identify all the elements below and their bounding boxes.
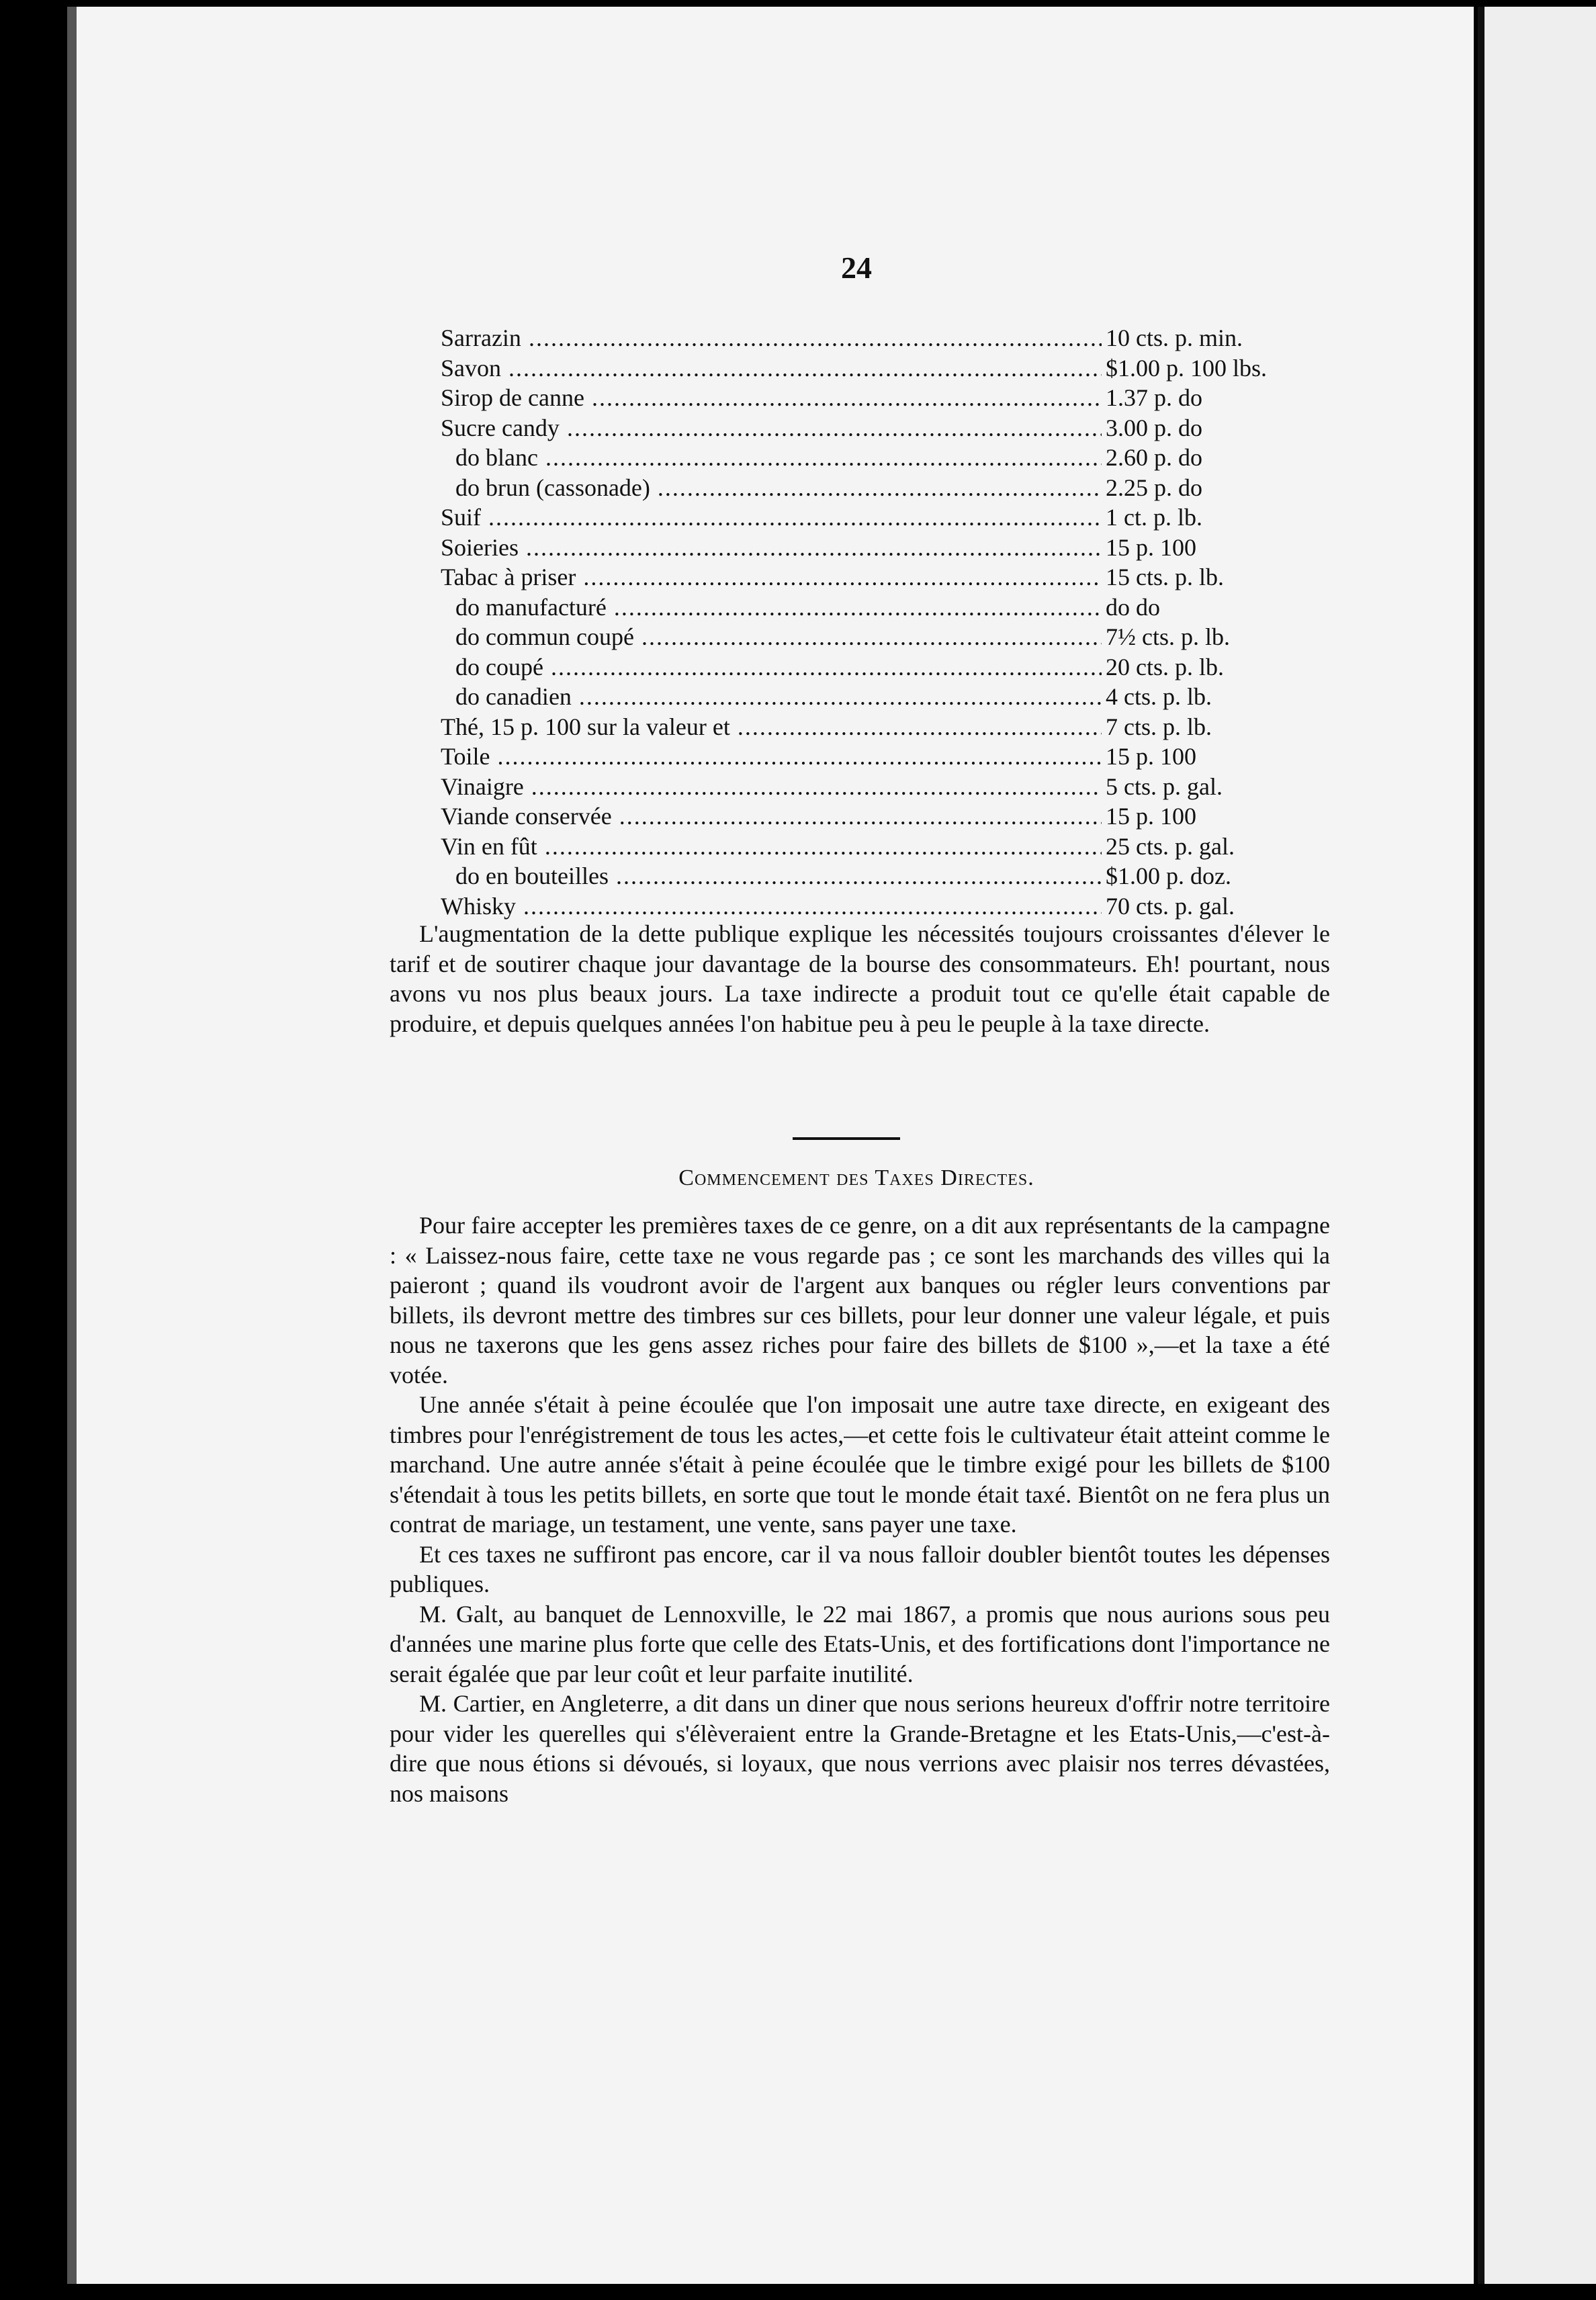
body-text [390,1210,1330,1808]
tariff-rate: 2.60 p. do [1102,443,1314,472]
tariff-item: do blanc ..... [441,443,1102,472]
tariff-item: Sarrazin ..... [441,324,1102,352]
tariff-row [441,533,1314,564]
tariff-row [441,503,1314,533]
tariff-item: Whisky ..... [441,892,1102,920]
tariff-rate: $1.00 p. doz. [1102,862,1314,890]
tariff-row [441,892,1314,922]
tariff-row [441,682,1314,713]
tariff-row [441,384,1314,414]
tariff-item: Thé, 15 p. 100 sur la valeur et ..... [441,713,1102,741]
tariff-rate: 2.25 p. do [1102,474,1314,502]
tariff-item: Suif ..... [441,503,1102,531]
tariff-row [441,862,1314,892]
page-number: 24 [841,251,872,285]
paragraph-5: M. Cartier, en Angleterre, a dit dans un diner que nous serions heureux d'offrir notre territoire pour vider les querelles qui s'élèveraient entre la Grande-Bretagne et les Etats-Unis,—c'est-à-dire que nous étions si dévoués, si loyaux, que nous verrions avec plaisir nos terres dévastées, nos maisons [390,1690,1330,1807]
section-divider [793,1137,900,1140]
tariff-rate: 1.37 p. do [1102,384,1314,412]
tariff-rate: 10 cts. p. min. [1102,324,1314,352]
facing-page-edge [1478,7,1596,2284]
tariff-row [441,593,1314,623]
tariff-item: do en bouteilles ..... [441,862,1102,890]
tariff-row [441,802,1314,832]
tariff-item: Vinaigre ..... [441,772,1102,801]
tariff-item: do coupé ..... [441,653,1102,681]
tariff-rate: 7½ cts. p. lb. [1102,623,1314,651]
tariff-item: Vin en fût ..... [441,832,1102,860]
intro-paragraph: L'augmentation de la dette publique explique les nécessités toujours croissantes d'élever le tarif et de soutirer chaque jour davantage de la bourse des consommateurs. Eh! pourtant, nous avons vu nos plus beaux jours. La taxe indirecte a produit tout ce qu'elle était capable de produire, et depuis quelques années l'on habitue peu à peu le peuple à la taxe directe. [390,920,1330,1037]
tariff-rate: 4 cts. p. lb. [1102,682,1314,711]
tariff-item: Soieries ..... [441,533,1102,562]
tariff-rate: 7 cts. p. lb. [1102,713,1314,741]
tariff-rate: 20 cts. p. lb. [1102,653,1314,681]
tariff-row [441,772,1314,803]
section-heading: Commencement des Taxes Directes. [678,1165,1034,1190]
tariff-rate: 15 p. 100 [1102,533,1314,562]
tariff-rate: 25 cts. p. gal. [1102,832,1314,860]
tariff-row [441,623,1314,653]
paragraph-1: Pour faire accepter les premières taxes de ce genre, on a dit aux représentants de la campagne : « Laissez-nous faire, cette taxe ne vous regarde pas ; ce sont les marchands des villes qui la paieront ; quand ils voudront avoir de l'argent aux banques ou régler leurs conventions par billets, ils devront mettre des timbres sur ces billets, pour leur donner une valeur légale, et puis nous ne taxerons que les gens assez riches pour faire des billets de $100 »,—et la taxe a été votée. [390,1212,1330,1388]
intro-paragraph-block [390,919,1330,1038]
tariff-row [441,474,1314,504]
tariff-rate: 15 p. 100 [1102,802,1314,830]
tariff-item: Sirop de canne ..... [441,384,1102,412]
paragraph-2: Une année s'était à peine écoulée que l'on imposait une autre taxe directe, en exigeant des timbres pour l'enrégistrement de tous les actes,—et cette fois le cultivateur était atteint comme le marchand. Une autre année s'était à peine écoulée que le timbre exigé pour les billets de $100 s'étendait à tous les petits billets, en sorte que tout le monde était taxé. Bientôt on ne fera plus un contrat de mariage, un testament, une vente, sans payer une taxe. [390,1391,1330,1538]
tariff-row [441,563,1314,593]
tariff-rate: $1.00 p. 100 lbs. [1102,354,1314,382]
tariff-row [441,354,1314,384]
tariff-item: Sucre candy ..... [441,414,1102,442]
tariff-item: do canadien ..... [441,682,1102,711]
tariff-item: Savon ..... [441,354,1102,382]
tariff-item: do commun coupé ..... [441,623,1102,651]
tariff-row [441,832,1314,862]
tariff-item: do brun (cassonade) ..... [441,474,1102,502]
tariff-rate: 3.00 p. do [1102,414,1314,442]
tariff-row [441,653,1314,683]
tariff-row [441,443,1314,474]
tariff-item: Tabac à priser ..... [441,563,1102,591]
tariff-list [441,324,1314,922]
tariff-row [441,713,1314,743]
tariff-rate: 1 ct. p. lb. [1102,503,1314,531]
paragraph-4: M. Galt, au banquet de Lennoxville, le 22 mai 1867, a promis que nous aurions sous peu d'années une marine plus forte que celle des Etats-Unis, et des fortifications dont l'importance ne serait égalée que par leur coût et leur parfaite inutilité. [390,1600,1330,1687]
tariff-rate: 15 p. 100 [1102,742,1314,770]
tariff-item: do manufacturé ..... [441,593,1102,621]
tariff-item: Toile ..... [441,742,1102,770]
tariff-row [441,324,1314,354]
tariff-row [441,742,1314,772]
tariff-rate: 15 cts. p. lb. [1102,563,1314,591]
tariff-rate: do do [1102,593,1314,621]
tariff-rate: 70 cts. p. gal. [1102,892,1314,920]
tariff-rate: 5 cts. p. gal. [1102,772,1314,801]
paragraph-3: Et ces taxes ne suffiront pas encore, car il va nous falloir doubler bientôt toutes les dépenses publiques. [390,1540,1330,1597]
tariff-item: Viande conservée ..... [441,802,1102,830]
tariff-row [441,414,1314,444]
